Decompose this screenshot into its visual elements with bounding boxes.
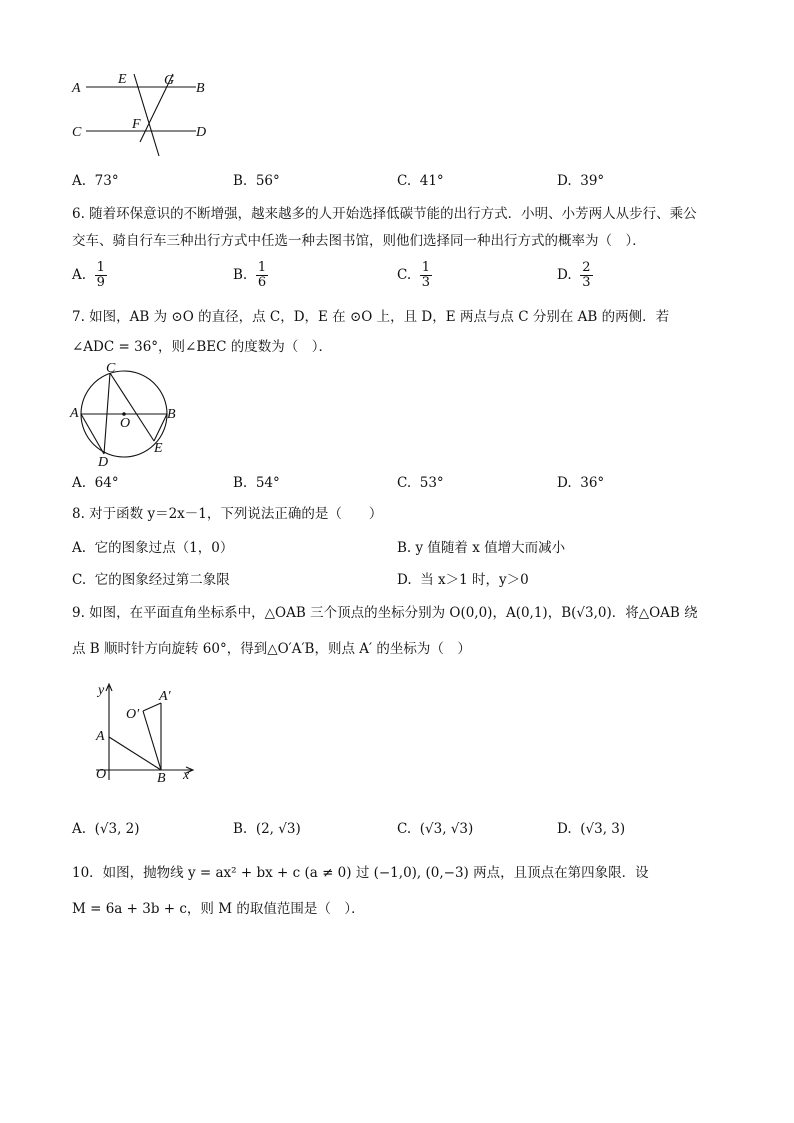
label-e: E xyxy=(118,72,127,87)
segment-o2a2 xyxy=(143,703,161,711)
q9-stem-line1: 9. 如图，在平面直角坐标系中，△OAB 三个顶点的坐标分别为 O(0,0)，A(0,1)，B(√3,0)．将△OAB 绕 xyxy=(72,605,698,621)
transversal-ef xyxy=(134,74,159,156)
q6-option-d: D. $\frac{2}{3}$ xyxy=(557,260,591,290)
label-f: F xyxy=(132,117,141,132)
label-o: O xyxy=(120,416,131,431)
label-a: A xyxy=(96,729,105,744)
q9-stem-line2: 点 B 顺时针方向旋转 60°，得到△O′A′B，则点 A′ 的坐标为（ ） xyxy=(72,641,471,657)
q7-option-c: C. 53° xyxy=(397,475,444,491)
q9-figure xyxy=(88,680,208,785)
label-b: B xyxy=(196,81,205,96)
q8-option-b: B. y 值随着 x 值增大而减小 xyxy=(397,540,566,556)
q7-stem-line1: 7. 如图，AB 为 ⊙O 的直径，点 C，D，E 在 ⊙O 上，且 D，E 两点与点 C 分别在 AB 的两侧．若 xyxy=(72,309,670,325)
q7-option-d: D. 36° xyxy=(557,475,605,491)
q6-option-b: B. $\frac{1}{6}$ xyxy=(233,260,267,290)
q9-option-c: C. (√3, √3) xyxy=(397,821,474,837)
label-g: G xyxy=(164,73,175,88)
q7-stem-line2: ∠ADC = 36°，则∠BEC 的度数为（ ）． xyxy=(72,339,332,355)
chord-ce xyxy=(110,373,154,441)
q10-stem-line1: 10．如图，抛物线 y = ax² + bx + c (a ≠ 0) 过 (−1,0), (0,−3) 两点，且顶点在第四象限．设 xyxy=(72,865,649,881)
chord-ad xyxy=(81,414,104,454)
label-e: E xyxy=(154,441,163,456)
label-o: O xyxy=(96,767,107,782)
q6-option-a: A. $\frac{1}{9}$ xyxy=(72,260,105,290)
label-a: A xyxy=(72,81,81,96)
q5-option-c: C. 41° xyxy=(397,173,444,189)
q8-option-a: A. 它的图象过点（1，0） xyxy=(72,540,234,556)
center-dot xyxy=(123,413,125,415)
q6-stem-line1: 6. 随着环保意识的不断增强，越来越多的人开始选择低碳节能的出行方式．小明、小芳两人从步行、乘公 xyxy=(72,206,697,222)
q6-stem-line2: 交车、骑自行车三种出行方式中任选一种去图书馆，则他们选择同一种出行方式的概率为（ ）． xyxy=(72,233,646,249)
q8-option-c: C. 它的图象经过第二象限 xyxy=(72,572,230,588)
q5-figure xyxy=(66,70,216,160)
q9-option-a: A. (√3, 2) xyxy=(72,821,140,837)
label-b: B xyxy=(157,771,166,785)
q8-option-d: D. 当 x＞1 时，y＞0 xyxy=(397,572,529,588)
label-o-prime: O′ xyxy=(126,707,140,722)
q7-figure xyxy=(66,362,186,467)
label-c: C xyxy=(72,125,82,140)
label-y: y xyxy=(98,683,105,698)
q10-stem-line2: M = 6a + 3b + c，则 M 的取值范围是（ ）． xyxy=(72,901,365,917)
q8-stem: 8. 对于函数 y＝2x－1，下列说法正确的是（ ） xyxy=(72,506,383,522)
q7-option-a: A. 64° xyxy=(72,475,119,491)
label-x: x xyxy=(183,768,190,783)
q5-option-d: D. 39° xyxy=(557,173,605,189)
segment-ab xyxy=(109,737,161,770)
q7-option-b: B. 54° xyxy=(233,475,280,491)
label-b: B xyxy=(167,407,176,422)
label-d: D xyxy=(98,455,109,467)
label-a-prime: A′ xyxy=(159,689,171,704)
q6-option-c: C. $\frac{1}{3}$ xyxy=(397,260,431,290)
q5-option-b: B. 56° xyxy=(233,173,280,189)
q9-option-b: B. (2, √3) xyxy=(233,821,301,837)
q5-option-a: A. 73° xyxy=(72,173,119,189)
q9-option-d: D. (√3, 3) xyxy=(557,821,626,837)
label-d: D xyxy=(196,125,207,140)
label-c: C xyxy=(106,362,116,376)
label-a: A xyxy=(70,406,79,421)
segment-o2b xyxy=(143,711,161,770)
